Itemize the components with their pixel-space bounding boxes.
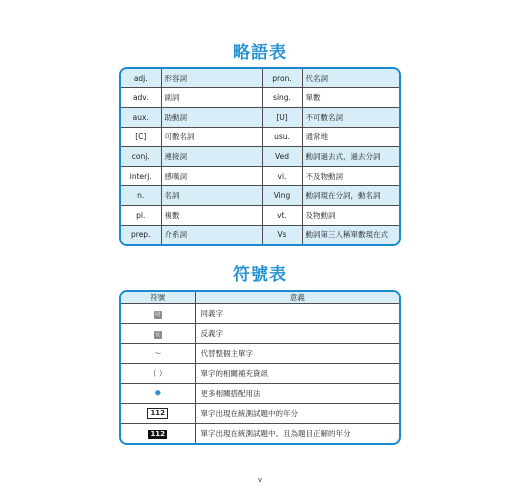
abbreviation-row (121, 186, 399, 206)
symbol-row (121, 404, 399, 424)
abbreviation-row (121, 147, 399, 167)
abbreviation-meaning: 及物動詞 (302, 206, 399, 226)
abbreviation-meaning: 代名詞 (302, 69, 399, 88)
abbreviation-meaning: 可數名詞 (161, 127, 262, 147)
abbreviation-meaning: 副詞 (161, 88, 262, 108)
page-number: v (257, 476, 263, 484)
symbol-table (119, 290, 401, 445)
abbreviation: interj. (121, 166, 161, 186)
abbreviation-meaning: 單數 (302, 88, 399, 108)
symbol-meaning: 代替整個主單字 (195, 344, 399, 364)
abbreviation-table (119, 67, 401, 246)
abbreviation: adv. (121, 88, 161, 108)
symbol-cell (121, 404, 195, 424)
abbreviation: pl. (121, 206, 161, 226)
abbreviation-meaning: 不及物動詞 (302, 166, 399, 186)
synonym-icon: 同 (155, 311, 161, 318)
symbol-meaning: 單字出現在統測試題中、且為題目正解的年分 (195, 424, 399, 443)
abbreviation-row (121, 107, 399, 127)
abbreviation-row (121, 206, 399, 226)
abbreviation-meaning: 不可數名詞 (302, 107, 399, 127)
abbreviation-row (121, 225, 399, 244)
abbreviation-meaning: 形容詞 (161, 69, 262, 88)
year-box-outline: 112 (147, 408, 168, 419)
abbreviation-meaning: 助動詞 (161, 107, 262, 127)
abbreviation-meaning: 名詞 (161, 186, 262, 206)
symbol-cell (121, 364, 195, 384)
abbreviation: n. (121, 186, 161, 206)
abbreviation-meaning: 動詞現在分詞，動名詞 (302, 186, 399, 206)
symbol-cell (121, 304, 195, 324)
abbreviation-row (121, 127, 399, 147)
symbol-row (121, 344, 399, 364)
symbol-row (121, 424, 399, 443)
parentheses-symbol: （ ） (149, 369, 167, 379)
abbreviation-meaning: 感嘆詞 (161, 166, 262, 186)
antonym-icon: 反 (155, 331, 161, 338)
abbreviation-row (121, 166, 399, 186)
abbreviation-meaning: 複數 (161, 206, 262, 226)
abbreviation: aux. (121, 107, 161, 127)
abbreviation-row (121, 69, 399, 88)
symbol-table-title: 符號表 (233, 265, 287, 285)
abbreviation-meaning: 通常地 (302, 127, 399, 147)
abbreviation: usu. (262, 127, 302, 147)
symbol-row (121, 364, 399, 384)
sun-icon: ✸ (153, 388, 162, 399)
abbreviation: vi. (262, 166, 302, 186)
abbreviation: adj. (121, 69, 161, 88)
symbol-cell (121, 384, 195, 404)
abbreviation: [U] (262, 107, 302, 127)
abbreviation: Ved (262, 147, 302, 167)
symbol-cell (121, 344, 195, 364)
abbreviation-meaning: 介系詞 (161, 225, 262, 244)
abbreviation: conj. (121, 147, 161, 167)
symbol-meaning: 反義字 (195, 324, 399, 344)
abbreviation: pron. (262, 69, 302, 88)
abbreviation: sing. (262, 88, 302, 108)
abbreviation: [C] (121, 127, 161, 147)
abbreviation-meaning: 動詞過去式，過去分詞 (302, 147, 399, 167)
symbol-meaning: 更多相關搭配用法 (195, 384, 399, 404)
abbreviation-row (121, 88, 399, 108)
symbol-row (121, 304, 399, 324)
abbreviation-table-title: 略語表 (233, 43, 287, 63)
symbol-meaning: 單字出現在統測試題中的年分 (195, 404, 399, 424)
symbol-meaning: 同義字 (195, 304, 399, 324)
abbreviation: Vs (262, 225, 302, 244)
symbol-row (121, 384, 399, 404)
symbol-row (121, 324, 399, 344)
meaning-column-header: 意義 (195, 292, 399, 304)
abbreviation-meaning: 連接詞 (161, 147, 262, 167)
abbreviation-meaning: 動詞第三人稱單數現在式 (302, 225, 399, 244)
year-box-solid: 112 (150, 429, 166, 438)
abbreviation: vt. (262, 206, 302, 226)
symbol-column-header: 符號 (121, 292, 195, 304)
symbol-meaning: 單字的相關補充資訊 (195, 364, 399, 384)
abbreviation: Ving (262, 186, 302, 206)
abbreviation: prep. (121, 225, 161, 244)
tilde-symbol: ～ (154, 349, 162, 359)
symbol-cell (121, 324, 195, 344)
symbol-cell (121, 424, 195, 443)
